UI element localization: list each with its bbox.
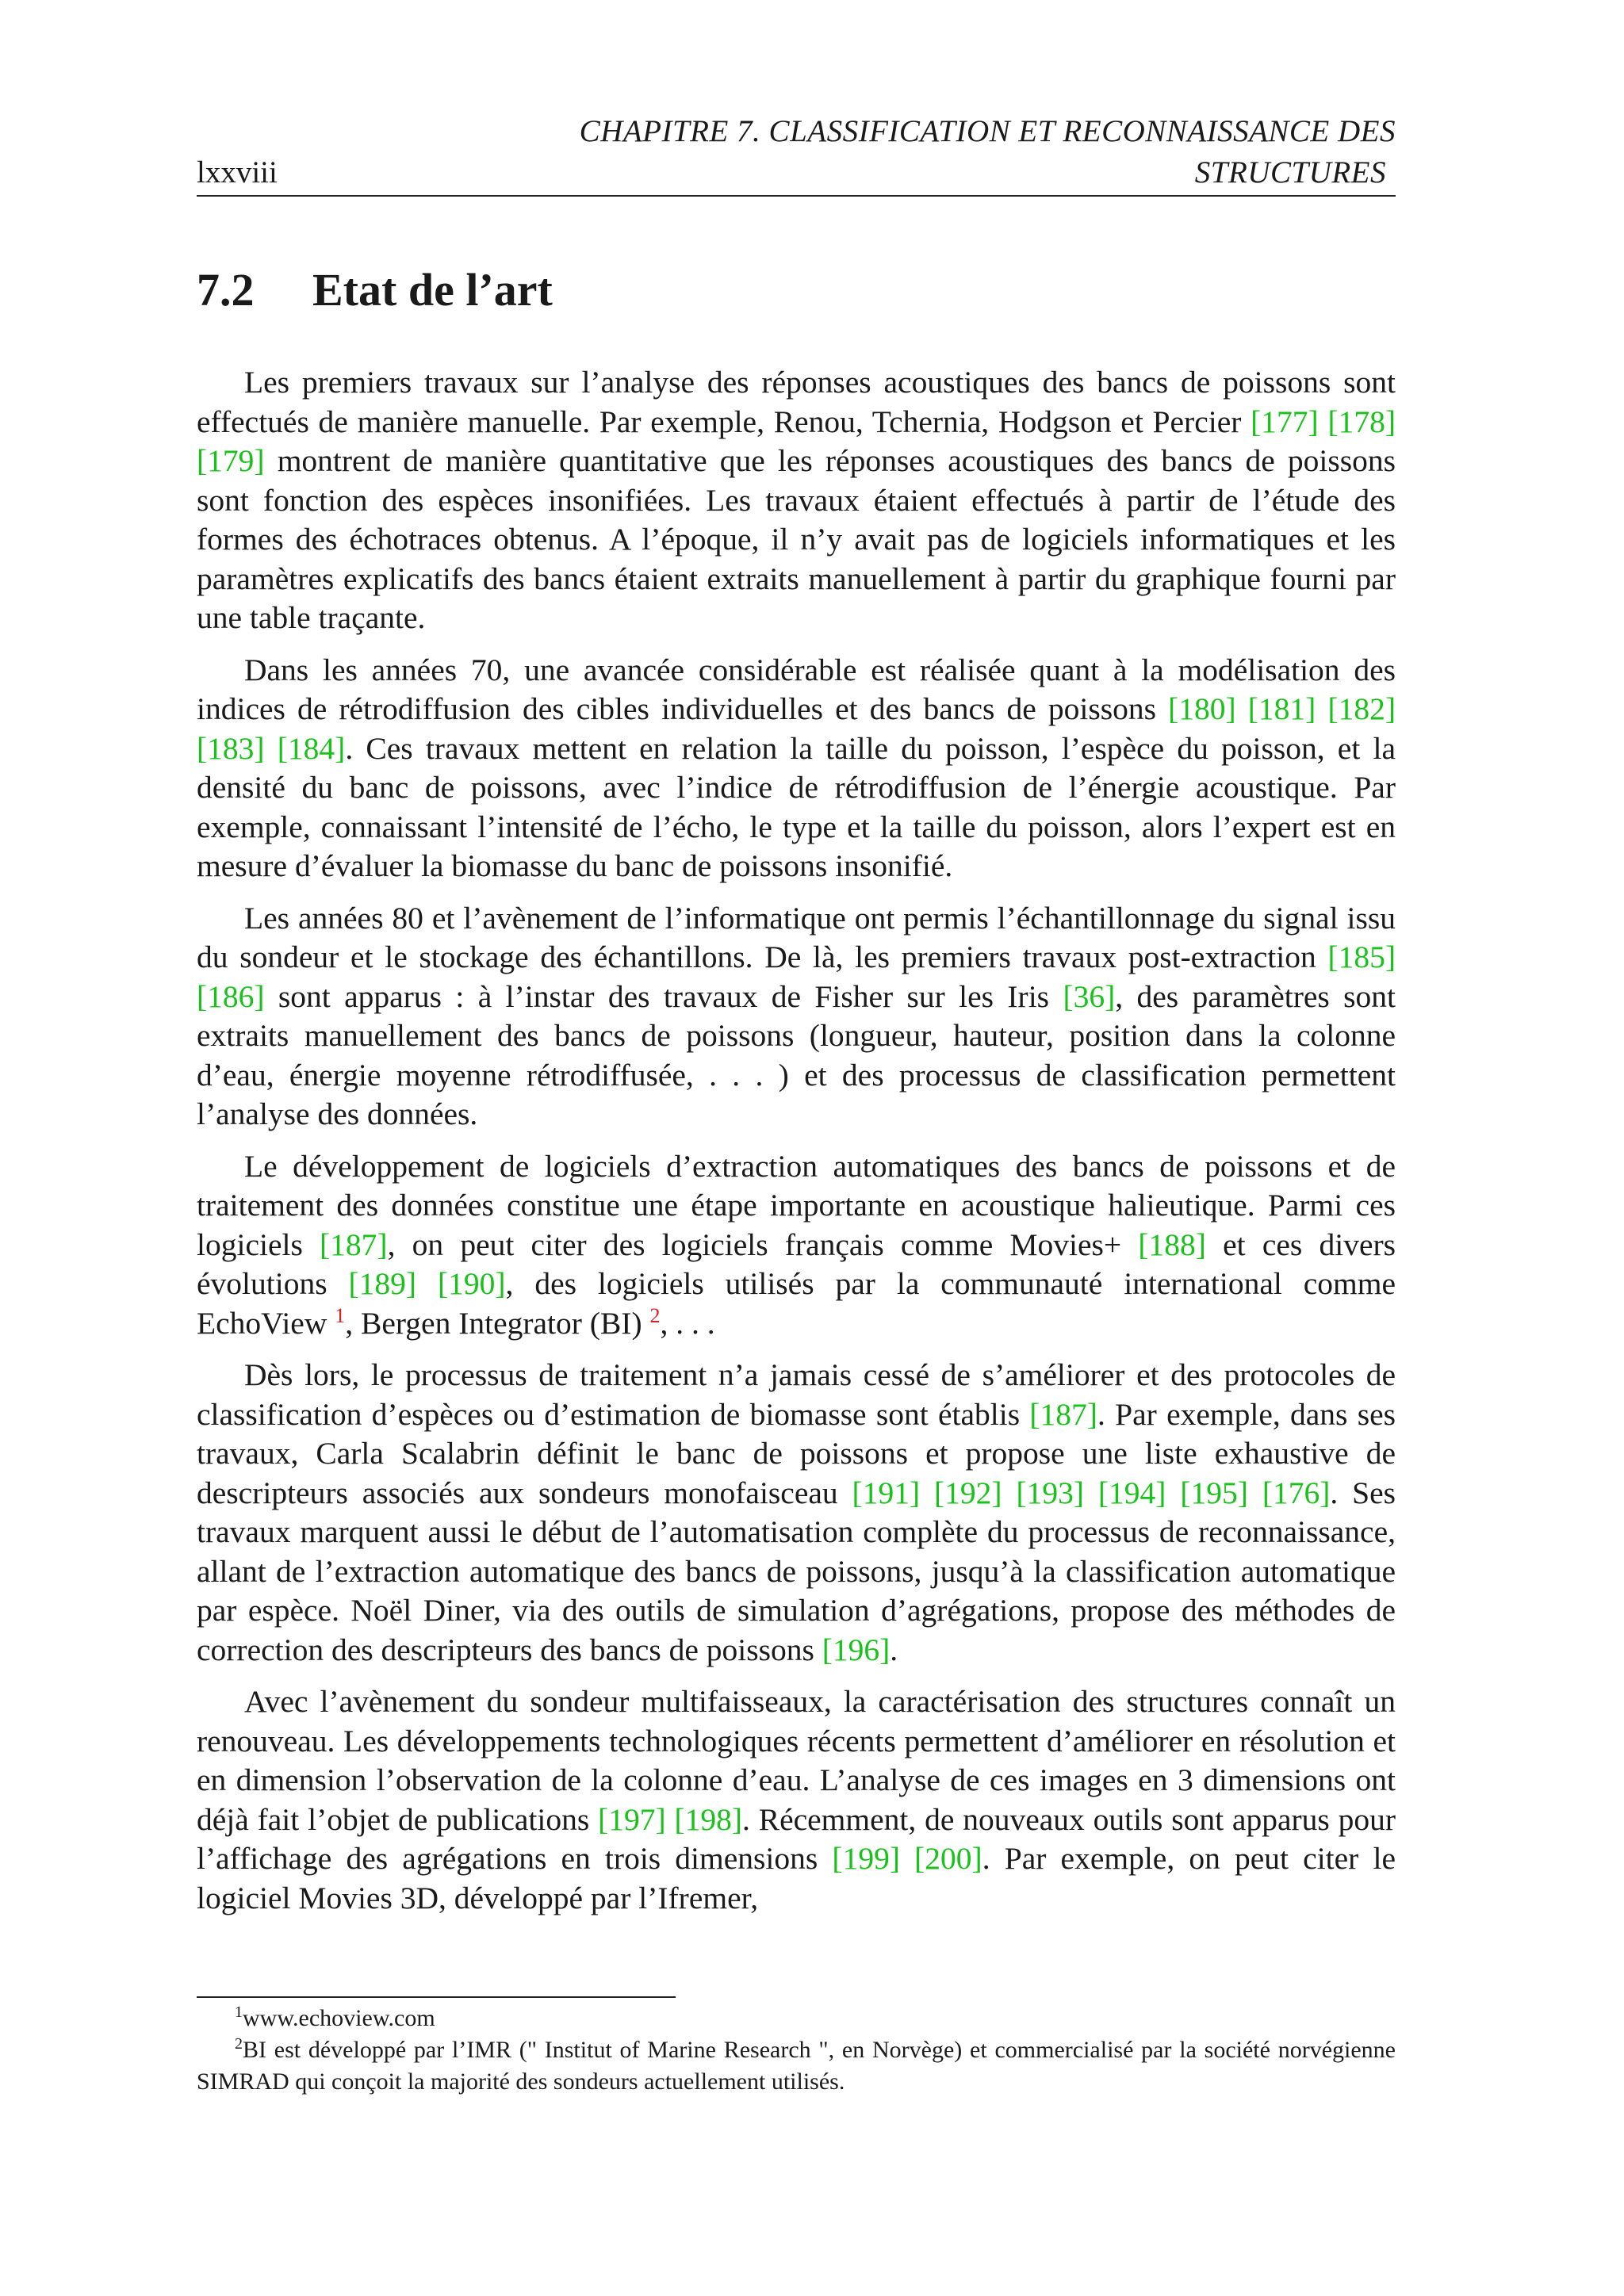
text-run [1002, 1475, 1017, 1510]
citation-link[interactable]: [186] [197, 978, 265, 1014]
text-run: , on peut citer des logiciels français comme Movies+ [387, 1226, 1139, 1262]
citation-link[interactable]: [198] [674, 1801, 743, 1837]
citation-link[interactable]: [200] [914, 1841, 982, 1876]
citation-link[interactable]: [199] [832, 1841, 900, 1876]
citation-link[interactable]: [193] [1016, 1475, 1085, 1510]
footnote-rule [197, 1996, 676, 1998]
text-run: , des paramètres sont extraits manuellement des bancs de poissons (longueur, hauteur, position dans la colonne d’eau, énergie moyenne rétrodiffusée, . . . ) et des processus de classification permettent l’analyse des données. [197, 978, 1396, 1131]
footnote [197, 2034, 1396, 2098]
paragraph [197, 363, 1396, 638]
citation-link[interactable]: [187] [320, 1226, 388, 1262]
paragraph [197, 899, 1396, 1135]
text-run [900, 1841, 914, 1876]
citation-link[interactable]: [191] [852, 1475, 921, 1510]
header-rule [197, 195, 1396, 197]
body-text [197, 363, 1396, 1931]
page-number: lxxviii [197, 155, 278, 189]
footnote-marker[interactable]: 2 [649, 1303, 661, 1327]
text-run [1236, 691, 1248, 726]
text-run: montrent de manière quantitative que les réponses acoustiques des bancs de poissons sont fonction des espèces insonifiées. Les travaux étaient effectués à partir de l’étude des formes des échotraces obtenus. A l’époque, il n’y avait pas de logiciels informatiques et les paramètres explicatifs des bancs étaient extraits manuellement à partir du graphique fourni par une table traçante. [197, 443, 1396, 635]
text-run [416, 1266, 438, 1301]
citation-link[interactable]: [178] [1327, 404, 1396, 439]
citation-link[interactable]: [190] [437, 1266, 506, 1301]
chapter-title-line2: STRUCTURES [1194, 155, 1386, 189]
text-run [1166, 1475, 1180, 1510]
citation-link[interactable]: [192] [934, 1475, 1002, 1510]
paragraph [197, 1147, 1396, 1344]
text-run [1084, 1475, 1098, 1510]
text-run: et ces divers évolutions [197, 1226, 1396, 1301]
text-run [265, 731, 278, 766]
text-run [666, 1802, 675, 1837]
text-run [1319, 404, 1328, 439]
citation-link[interactable]: [180] [1168, 691, 1236, 726]
citation-link[interactable]: [177] [1251, 404, 1319, 439]
running-header-line2 [197, 152, 1396, 193]
text-run: Le développement de logiciels d’extraction automatiques des bancs de poissons et de traitement des données constitue une étape importante en acoustique halieutique. Parmi ces logiciels [197, 1148, 1396, 1262]
section-number: 7.2 [197, 264, 255, 316]
text-run: , Bergen Integrator (BI) [345, 1305, 650, 1341]
citation-link[interactable]: [195] [1180, 1475, 1248, 1510]
section-heading [197, 258, 553, 322]
paragraph [197, 1356, 1396, 1670]
citation-link[interactable]: [184] [277, 730, 346, 766]
footnote-marker[interactable]: 1 [335, 1303, 346, 1327]
text-run: Avec l’avènement du sondeur multifaisseaux, la caractérisation des structures connaît un renouveau. Les développements technologiques récents permettent d’améliorer en résolution et en dimension l’observation de la colonne d’eau. L’analyse de ces images en 3 dimensions ont déjà fait l’objet de publications [197, 1684, 1396, 1837]
text-run: . Récemment, de nouveaux outils sont apparus pour l’affichage des agrégations en trois dimensions [197, 1801, 1396, 1876]
citation-link[interactable]: [197] [598, 1801, 666, 1837]
text-run: , . . . [660, 1305, 715, 1341]
citation-link[interactable]: [194] [1097, 1475, 1166, 1510]
footnote-number: 1 [235, 2003, 243, 2021]
text-run [1316, 691, 1327, 726]
citation-link[interactable]: [188] [1138, 1226, 1206, 1262]
citation-link[interactable]: [179] [197, 443, 265, 478]
citation-link[interactable]: [187] [1029, 1396, 1097, 1432]
footnote [197, 2003, 1396, 2034]
paragraph [197, 1682, 1396, 1918]
citation-link[interactable]: [185] [1327, 939, 1396, 974]
footnote-number: 2 [235, 2035, 243, 2053]
text-run: . Ces travaux mettent en relation la taille du poisson, l’espèce du poisson, et la densité du banc de poissons, avec l’indice de rétrodiffusion de l’énergie acoustique. Par exemple, connaissant l’intensité de l’écho, le type et la taille du poisson, alors l’expert est en mesure d’évaluer la biomasse du banc de poissons insonifié. [197, 730, 1396, 883]
citation-link[interactable]: [181] [1247, 691, 1316, 726]
citation-link[interactable]: [183] [197, 730, 265, 766]
footnotes [197, 2003, 1396, 2098]
footnote-text[interactable]: www.echoview.com [243, 2005, 435, 2031]
text-run: , des logiciels utilisés par la communauté international comme EchoView [197, 1266, 1396, 1341]
text-run: . Ses travaux marquent aussi le début de l’automatisation complète du processus de reconnaissance, allant de l’extraction automatique des bancs de poissons, jusqu’à la classification automatique par espèce. Noël Diner, via des outils de simulation d’agrégations, propose des méthodes de correction des descripteurs des bancs de poissons [197, 1475, 1396, 1667]
text-run: . [890, 1632, 898, 1667]
text-run: Les années 80 et l’avènement de l’informatique ont permis l’échantillonnage du signal issu du sondeur et le stockage des échantillons. De là, les premiers travaux post-extraction [197, 900, 1396, 974]
footnote-text: BI est développé par l’IMR (" Institut of Marine Research ", en Norvège) et commercialisé par la société norvégienne SIMRAD qui conçoit la majorité des sondeurs actuellement utilisés. [197, 2037, 1396, 2095]
text-run: sont apparus : à l’instar des travaux de Fisher sur les Iris [264, 978, 1063, 1014]
text-run: Dès lors, le processus de traitement n’a jamais cessé de s’améliorer et des protocoles de classification d’espèces ou d’estimation de biomasse sont établis [197, 1357, 1396, 1432]
citation-link[interactable]: [36] [1063, 978, 1116, 1014]
citation-link[interactable]: [176] [1262, 1475, 1331, 1510]
citation-link[interactable]: [189] [348, 1266, 417, 1301]
text-run: Les premiers travaux sur l’analyse des réponses acoustiques des bancs de poissons sont effectués de manière manuelle. Par exemple, Renou, Tchernia, Hodgson et Percier [197, 365, 1396, 439]
running-header [197, 111, 1396, 193]
text-run: . Par exemple, dans ses travaux, Carla Scalabrin définit le banc de poissons et propose une liste exhaustive de descripteurs associés aux sondeurs monofaisceau [197, 1396, 1396, 1510]
text-run: Dans les années 70, une avancée considérable est réalisée quant à la modélisation des indices de rétrodiffusion des cibles individuelles et des bancs de poissons [197, 652, 1396, 726]
chapter-title-line1: CHAPITRE 7. CLASSIFICATION ET RECONNAISSANCE DES [579, 114, 1396, 148]
text-run [1248, 1475, 1262, 1510]
text-run: . Par exemple, on peut citer le logiciel Movies 3D, développé par l’Ifremer, [197, 1841, 1396, 1915]
citation-link[interactable]: [182] [1327, 691, 1396, 726]
section-title: Etat de l’art [312, 264, 553, 316]
citation-link[interactable]: [196] [822, 1632, 891, 1667]
paragraph [197, 651, 1396, 886]
text-run [920, 1475, 934, 1510]
